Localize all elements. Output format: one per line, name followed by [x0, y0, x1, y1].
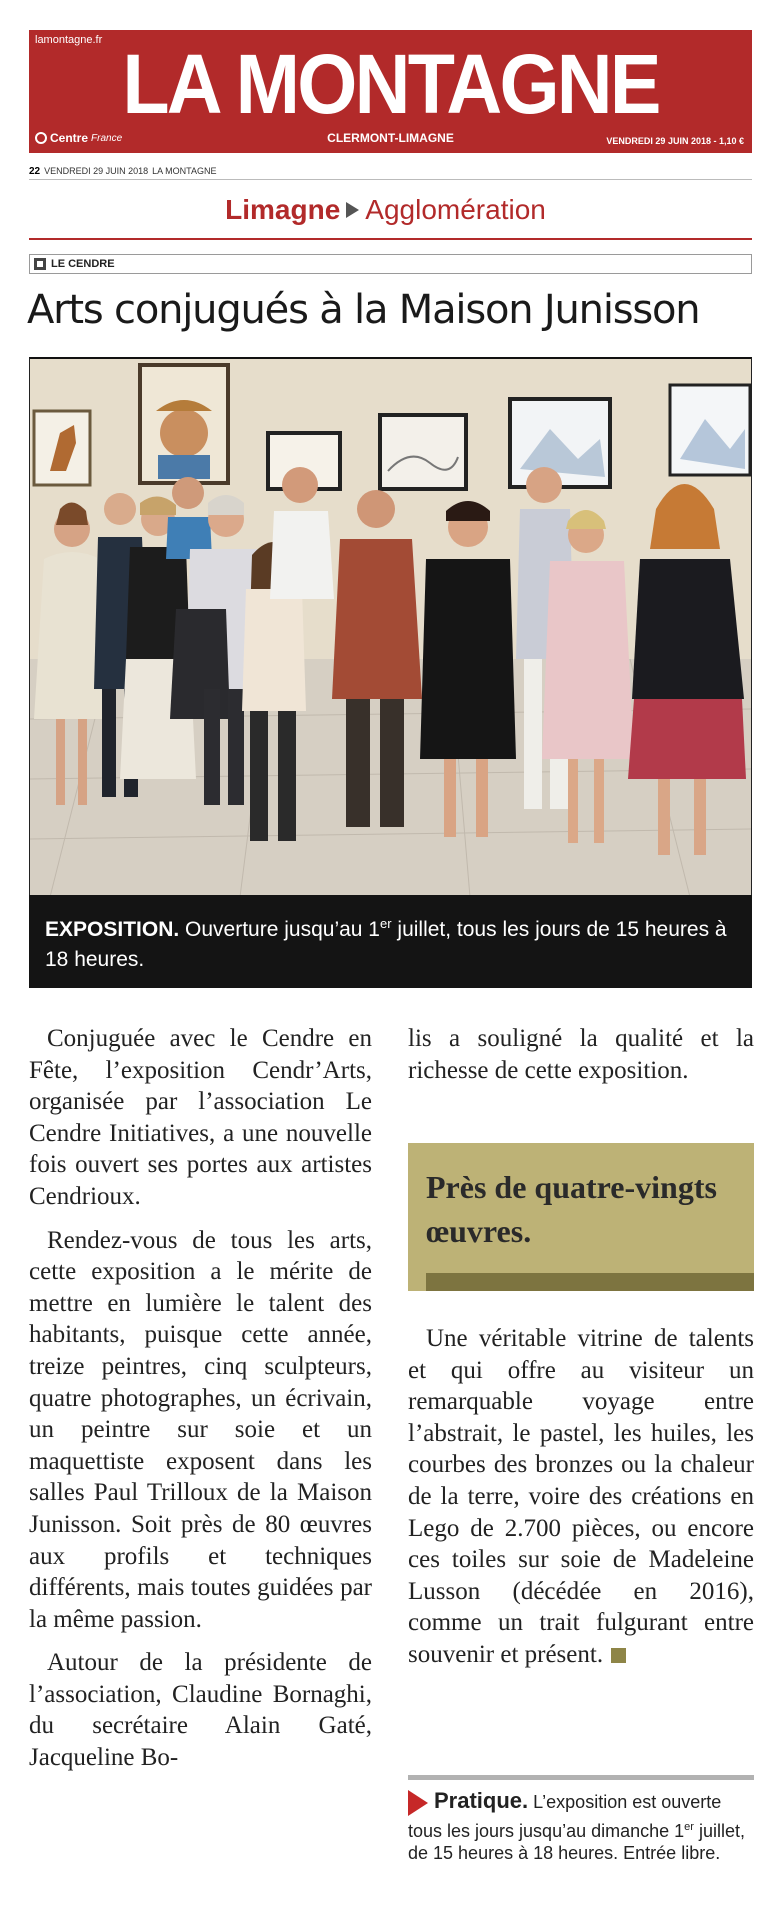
- issue-date-price: VENDREDI 29 JUIN 2018 - 1,10 €: [606, 136, 744, 146]
- rubric-bar: [29, 254, 752, 274]
- caption-superscript: er: [380, 916, 392, 931]
- practical-info-label: Pratique.: [434, 1788, 529, 1813]
- practical-info-superscript: er: [684, 1821, 694, 1833]
- practical-info-end: juillet, de 15 heures à 18 heures. Entrée libre.: [408, 1821, 745, 1863]
- newspaper-title: LA MONTAGNE: [122, 37, 659, 131]
- section-header: [0, 194, 771, 226]
- article-column-right-top: [408, 1023, 754, 1098]
- article-paragraph: Conjuguée avec le Cendre en Fête, l’exposition Cendr’Arts, organisée par l’association Le Cendre Initiatives, a une nouvelle fois ouvert ses portes aux artistes Cendrioux.: [29, 1025, 372, 1210]
- article-paragraph-final: [408, 1323, 754, 1671]
- caption-text-start: Ouverture jusqu’au 1: [179, 918, 380, 941]
- masthead: [29, 30, 752, 153]
- article-paragraph: Autour de la présidente de l’association, Claudine Bornaghi, du secrétaire Alain Gaté, Jacqueline Bo-: [29, 1649, 372, 1772]
- photo-caption: [29, 895, 752, 988]
- section-main: Limagne: [225, 194, 341, 225]
- square-bullet-icon: [34, 258, 46, 270]
- article-column-left: [29, 1023, 372, 1786]
- brand-suffix: France: [91, 132, 123, 144]
- brand-name: Centre: [50, 131, 89, 145]
- practical-info-rule: [408, 1775, 754, 1780]
- page-number: 22: [29, 166, 41, 177]
- article-column-right-bottom: [408, 1323, 754, 1683]
- article-paragraph: Rendez-vous de tous les arts, cette exposition a le mérite de mettre en lumière le talent des habitants, puisque cette année, treize peintres, cinq sculpteurs, quatre photographes, un écrivain, un peintre sur soie et un maquettiste exposent dans les salles Paul Trilloux de la Maison Junisson. Soit près de 80 œuvres aux profils et techniques différents, mais toutes guidées par la même passion.: [29, 1226, 372, 1633]
- folio-paper: LA MONTAGNE: [152, 166, 217, 176]
- arrow-right-icon: [346, 202, 359, 218]
- practical-info-box: [408, 1775, 754, 1864]
- site-url[interactable]: lamontagne.fr: [35, 34, 103, 46]
- folio: [29, 166, 752, 180]
- rubric-label: LE CENDRE: [51, 258, 115, 270]
- article-headline: Arts conjugués à la Maison Junisson: [27, 287, 700, 333]
- final-paragraph-text: Une véritable vitrine de talents et qui offre au visiteur un remarquable voyage entre l’abstrait, le pastel, les huiles, les courbes des bronzes ou la chaleur de la terre, voire des créations en Lego de 2.700 pièces, ou encore ces toiles sur soie de Madeleine Lusson (décédée en 2016), comme un trait fulgurant entre souvenir et présent.: [408, 1325, 754, 1668]
- group-photo-illustration: [30, 359, 752, 895]
- pull-quote-bar: [426, 1273, 754, 1291]
- pull-quote: [408, 1143, 754, 1291]
- practical-info-start: L’exposition est ouverte tous les jours jusqu’au dimanche 1: [408, 1792, 722, 1841]
- caption-text-end: juillet, tous les jours de 15 heures à 18 heures.: [45, 918, 727, 971]
- group-photo: [29, 357, 752, 895]
- edition-name: CLERMONT-LIMAGNE: [327, 131, 454, 145]
- pull-quote-text: Près de quatre-vingts œuvres.: [426, 1169, 717, 1249]
- end-of-article-icon: [611, 1648, 626, 1663]
- folio-date: VENDREDI 29 JUIN 2018: [44, 166, 149, 176]
- section-sub: Agglomération: [365, 194, 546, 225]
- arrow-right-icon: [408, 1790, 428, 1816]
- section-divider: [29, 238, 752, 240]
- article-paragraph-continued: lis a souligné la qualité et la richesse de cette exposition.: [408, 1025, 754, 1084]
- practical-info-text: [408, 1790, 754, 1864]
- caption-label: EXPOSITION.: [45, 918, 180, 941]
